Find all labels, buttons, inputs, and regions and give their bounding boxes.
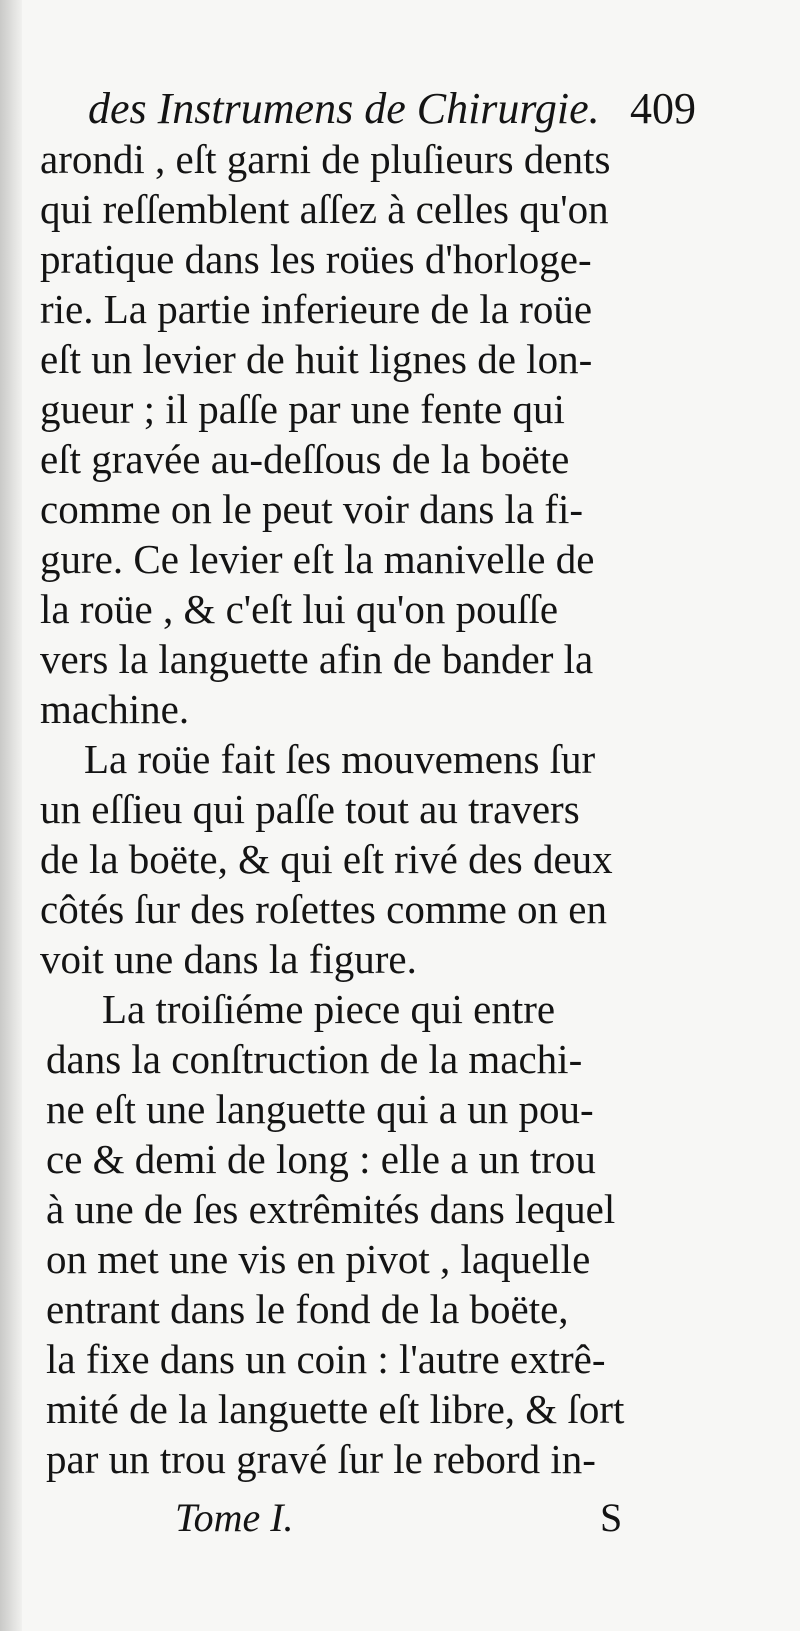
text-line: arondi , eſt garni de pluſieurs dents xyxy=(40,136,611,182)
text-line: ce & demi de long : elle a un trou xyxy=(46,1136,596,1182)
text-line: qui reſſemblent aſſez à celles qu'on xyxy=(40,186,609,232)
text-line: eſt gravée au-deſſous de la boëte xyxy=(40,436,570,482)
text-line: La troiſiéme piece qui entre xyxy=(102,986,556,1032)
text-line: comme on le peut voir dans la fi- xyxy=(40,486,584,532)
text-line: La roüe fait ſes mouvemens ſur xyxy=(84,736,596,782)
volume-marker: Tome I. xyxy=(175,1495,294,1540)
text-line: rie. La partie inferieure de la roüe xyxy=(40,286,593,332)
text-line: côtés ſur des roſettes comme on en xyxy=(40,886,607,932)
text-line: par un trou gravé ſur le rebord in- xyxy=(46,1436,596,1482)
text-line: la roüe , & c'eſt lui qu'on pouſſe xyxy=(40,586,559,632)
signature-mark: S xyxy=(600,1495,623,1540)
text-line: gueur ; il paſſe par une fente qui xyxy=(40,386,565,432)
text-line: on met une vis en pivot , laquelle xyxy=(46,1236,591,1282)
text-line: de la boëte, & qui eſt rivé des deux xyxy=(40,836,613,882)
text-line: pratique dans les roües d'horloge- xyxy=(40,236,592,282)
text-line: un eſſieu qui paſſe tout au travers xyxy=(40,786,580,832)
text-line: voit une dans la figure. xyxy=(40,936,417,982)
page-footer xyxy=(0,1488,800,1548)
running-head-title: des Instrumens de Chirurgie. xyxy=(88,84,600,133)
page-number: 409 xyxy=(630,84,696,133)
text-line: vers la languette afin de bander la xyxy=(40,636,594,682)
text-line: entrant dans le fond de la boëte, xyxy=(46,1286,569,1332)
text-line: la fixe dans un coin : l'autre extrê- xyxy=(46,1336,606,1382)
text-line: eſt un levier de huit lignes de lon- xyxy=(40,336,593,382)
text-line: mité de la languette eſt libre, & ſort xyxy=(46,1386,625,1432)
text-line: à une de ſes extrêmités dans lequel xyxy=(46,1186,616,1232)
text-line: dans la conſtruction de la machi- xyxy=(46,1036,583,1082)
text-line: gure. Ce levier eſt la manivelle de xyxy=(40,536,595,582)
text-line: ne eſt une languette qui a un pou- xyxy=(46,1086,594,1132)
text-line: machine. xyxy=(40,686,190,732)
scan-edge-shadow xyxy=(0,0,22,1631)
